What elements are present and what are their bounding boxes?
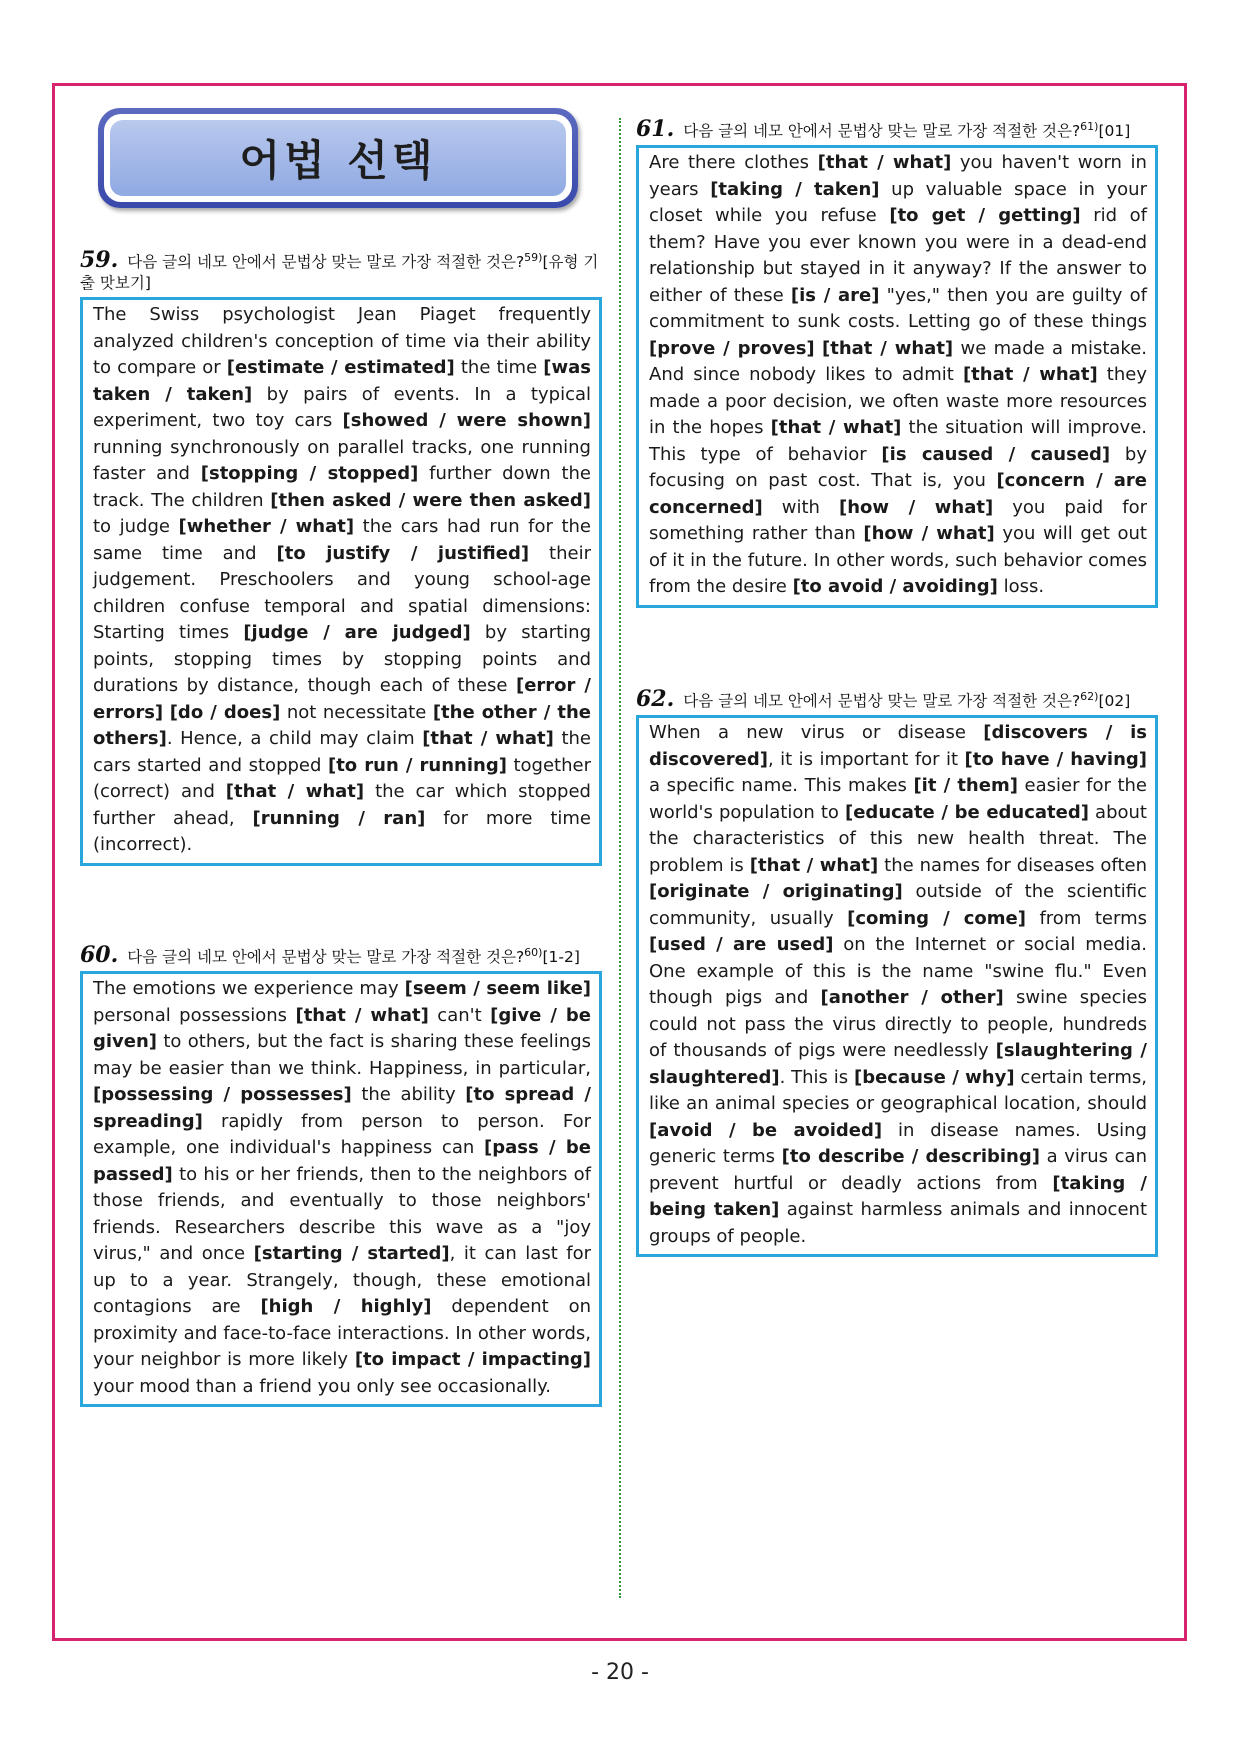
- passage-text: you paid for something rather than: [649, 496, 1147, 545]
- answer-choice: [to impact / impacting]: [354, 1349, 591, 1371]
- passage-text: we made a mistake. And since nobody likes to admit: [649, 337, 1147, 386]
- answer-choice: [error / errors]: [93, 675, 591, 723]
- passage-text: The Swiss psychologist Jean Piaget frequently analyzed children's conception of time via their ability to compare or: [93, 304, 591, 379]
- answer-choice: [high / highly]: [260, 1296, 432, 1318]
- question-number: 60.: [80, 942, 119, 969]
- passage-text: by focusing on past cost. That is, you: [649, 443, 1148, 492]
- passage-text: by starting points, stopping times by stopping points and durations by distance, though each of these: [93, 622, 591, 697]
- question-footnote-ref: 61): [1080, 120, 1099, 133]
- passage-text: can't: [428, 1004, 491, 1026]
- question-tag: [02]: [1098, 692, 1131, 711]
- answer-choice: [is caused / caused]: [881, 443, 1111, 465]
- passage-text: you will get out of it in the future. In other words, such behavior comes from the desire: [649, 523, 1147, 598]
- answer-choice: [to spread / spreading]: [93, 1084, 591, 1132]
- passage-text: rapidly from person to person. For example, one individual's happiness can: [93, 1110, 591, 1159]
- passage-text: their judgement. Preschoolers and young school-age children confuse temporal and spatial dimensions: Starting times: [93, 542, 591, 644]
- passage-text: "yes," then you are guilty of commitment to sunk costs. Letting go of these things: [649, 284, 1147, 333]
- passage-text: , it can last for up to a year. Strangely, though, these emotional contagions are: [93, 1243, 592, 1318]
- section-title: 어법 선택: [110, 120, 566, 196]
- passage-text: easier for the world's population to: [649, 775, 1148, 823]
- answer-choice: [used / are used]: [649, 934, 834, 956]
- question-header: [636, 686, 1158, 712]
- answer-choice: [pass / be passed]: [93, 1137, 591, 1185]
- answer-choice: [judge / are judged]: [243, 622, 471, 644]
- passage-text: further down the track. The children: [93, 463, 591, 511]
- page-number: - 20 -: [591, 1660, 649, 1685]
- passage-text: the car which stopped further ahead,: [93, 781, 591, 829]
- question-prompt: 다음 글의 네모 안에서 문법상 맞는 말로 가장 적절한 것은?: [683, 692, 1081, 711]
- answer-choice: [that / what]: [295, 1004, 429, 1026]
- answer-choice: [it / them]: [913, 775, 1018, 797]
- answer-choice: [that / what]: [962, 364, 1098, 386]
- passage-text: . This is: [779, 1066, 854, 1088]
- answer-choice: [taking / being taken]: [649, 1172, 1147, 1221]
- passage-text: When a new virus or disease: [649, 722, 984, 744]
- passage-text: the names for diseases often: [878, 854, 1147, 876]
- answer-choice: [that / what]: [225, 781, 365, 803]
- passage-text: [815, 338, 822, 359]
- answer-choice: [that / what]: [770, 417, 902, 439]
- passage-box: [636, 145, 1158, 608]
- passage-text: to others, but the fact is sharing these feelings may be easier than we think. Happiness, in particular,: [93, 1031, 591, 1079]
- answer-choice: [that / what]: [749, 854, 879, 876]
- answer-choice: [give / be given]: [93, 1004, 591, 1053]
- question-tag: [01]: [1098, 122, 1131, 141]
- question-61: [636, 116, 1158, 608]
- passage-text: swine species could not pass the virus directly to people, hundreds of thousands of pigs were needlessly: [649, 987, 1147, 1062]
- question-number: 62.: [636, 686, 675, 713]
- passage-box: [80, 297, 602, 866]
- question-header: [80, 942, 602, 968]
- question-62: [636, 686, 1158, 1257]
- question-header: [636, 116, 1158, 142]
- question-prompt: 다음 글의 네모 안에서 문법상 맞는 말로 가장 적절한 것은?: [127, 253, 525, 272]
- passage-text: personal possessions: [93, 1004, 296, 1026]
- answer-choice: [is / are]: [790, 284, 880, 306]
- answer-choice: [how / what]: [839, 496, 994, 518]
- passage-text: rid of them? Have you ever known you were in a dead-end relationship but stayed in it anyway? If the answer to either of these: [649, 205, 1147, 306]
- column-divider: [619, 118, 621, 1598]
- answer-choice: [to justify / justified]: [276, 542, 530, 564]
- answer-choice: [another / other]: [820, 987, 1004, 1009]
- passage-text: running synchronously on parallel tracks, one running faster and: [93, 436, 591, 485]
- passage-text: a virus can prevent hurtful or deadly actions from: [649, 1146, 1147, 1194]
- answer-choice: [seem / seem like]: [404, 978, 591, 1000]
- answer-choice: [then asked / were then asked]: [270, 489, 591, 511]
- passage-text: for more time (incorrect).: [93, 807, 591, 856]
- answer-choice: [estimate / estimated]: [226, 357, 455, 379]
- question-prompt: 다음 글의 네모 안에서 문법상 맞는 말로 가장 적절한 것은?: [127, 948, 525, 967]
- passage-text: from terms: [1025, 907, 1147, 929]
- passage-text: with: [762, 496, 839, 518]
- answer-choice: [do / does]: [169, 701, 281, 723]
- answer-choice: [to run / running]: [327, 754, 507, 776]
- passage-text: your mood than a friend you only see occasionally.: [93, 1375, 551, 1397]
- answer-choice: [to have / having]: [964, 748, 1147, 770]
- passage-text: outside of the scientific community, usually: [649, 881, 1147, 929]
- question-60: [80, 942, 602, 1407]
- question-number: 59.: [80, 247, 119, 274]
- answer-choice: [educate / be educated]: [845, 801, 1089, 823]
- section-title-badge: [98, 108, 578, 208]
- passage-text: in disease names. Using generic terms: [649, 1119, 1147, 1168]
- answer-choice: [showed / were shown]: [342, 410, 591, 432]
- passage-text: Are there clothes: [649, 152, 818, 174]
- question-footnote-ref: 62): [1080, 690, 1099, 703]
- passage-text: to his or her friends, then to the neighbors of those friends, and eventually to those neighbors' friends. Researchers describe this wave as a "joy virus," and once: [93, 1163, 591, 1265]
- passage-text: , it is important for it: [767, 748, 965, 770]
- answer-choice: [because / why]: [853, 1066, 1015, 1088]
- passage-text: to judge: [93, 516, 179, 538]
- question-number: 61.: [636, 116, 675, 143]
- answer-choice: [the other / the others]: [93, 701, 591, 750]
- passage-text: a specific name. This makes: [649, 775, 914, 797]
- answer-choice: [running / ran]: [252, 807, 426, 829]
- passage-text: loss.: [997, 576, 1045, 598]
- question-header: [80, 247, 602, 294]
- answer-choice: [was taken / taken]: [93, 357, 591, 405]
- answer-choice: [stopping / stopped]: [200, 463, 419, 485]
- answer-choice: [prove / proves]: [649, 337, 815, 359]
- passage-text: the time: [454, 357, 544, 379]
- answer-choice: [whether / what]: [178, 516, 355, 538]
- passage-text: they made a poor decision, we often waste more resources in the hopes: [649, 364, 1147, 439]
- passage-text: against harmless animals and innocent groups of people.: [649, 1199, 1147, 1247]
- answer-choice: [to describe / describing]: [781, 1146, 1040, 1168]
- answer-choice: [that / what]: [422, 728, 554, 750]
- passage-text: the situation will improve. This type of behavior: [649, 417, 1147, 465]
- passage-text: the cars had run for the same time and: [93, 516, 591, 564]
- question-prompt: 다음 글의 네모 안에서 문법상 맞는 말로 가장 적절한 것은?: [683, 122, 1081, 141]
- answer-choice: [concern / are concerned]: [649, 470, 1147, 518]
- answer-choice: [how / what]: [863, 523, 995, 545]
- passage-box: [80, 971, 602, 1407]
- answer-choice: [slaughtering / slaughtered]: [649, 1040, 1148, 1088]
- passage-text: dependent on proximity and face-to-face interactions. In other words, your neighbor is more likely: [93, 1296, 591, 1371]
- passage-text: together (correct) and: [93, 754, 591, 803]
- passage-text: up valuable space in your closet while you refuse: [649, 178, 1147, 227]
- passage-text: the cars started and stopped: [93, 728, 591, 776]
- passage-text: the ability: [351, 1084, 466, 1106]
- answer-choice: [that / what]: [817, 152, 952, 174]
- answer-choice: [that / what]: [822, 337, 954, 359]
- passage-text: by pairs of events. In a typical experiment, two toy cars: [93, 383, 591, 432]
- question-footnote-ref: 60): [524, 946, 543, 959]
- passage-text: not necessitate: [280, 701, 433, 723]
- passage-box: [636, 715, 1158, 1257]
- answer-choice: [avoid / be avoided]: [649, 1119, 883, 1141]
- answer-choice: [starting / started]: [253, 1243, 450, 1265]
- answer-choice: [to avoid / avoiding]: [792, 576, 998, 598]
- passage-text: The emotions we experience may: [93, 978, 405, 1000]
- passage-text: . Hence, a child may claim: [166, 728, 423, 750]
- answer-choice: [possessing / possesses]: [93, 1084, 352, 1106]
- answer-choice: [originate / originating]: [649, 881, 903, 903]
- question-tag: [유형 기출 맛보기]: [80, 253, 599, 293]
- question-footnote-ref: 59): [524, 251, 543, 264]
- passage-text: about the characteristics of this new health threat. The problem is: [649, 801, 1147, 876]
- answer-choice: [taking / taken]: [710, 178, 880, 200]
- answer-choice: [discovers / is discovered]: [649, 722, 1147, 770]
- question-59: [80, 247, 602, 866]
- passage-text: on the Internet or social media. One example of this is the name "swine flu." Even though pigs and: [649, 934, 1147, 1009]
- passage-text: certain terms, like an animal species or geographical location, should: [649, 1066, 1147, 1115]
- answer-choice: [coming / come]: [847, 907, 1026, 929]
- question-tag: [1-2]: [542, 948, 580, 967]
- answer-choice: [to get / getting]: [889, 205, 1081, 227]
- passage-text: you haven't worn in years: [649, 152, 1147, 200]
